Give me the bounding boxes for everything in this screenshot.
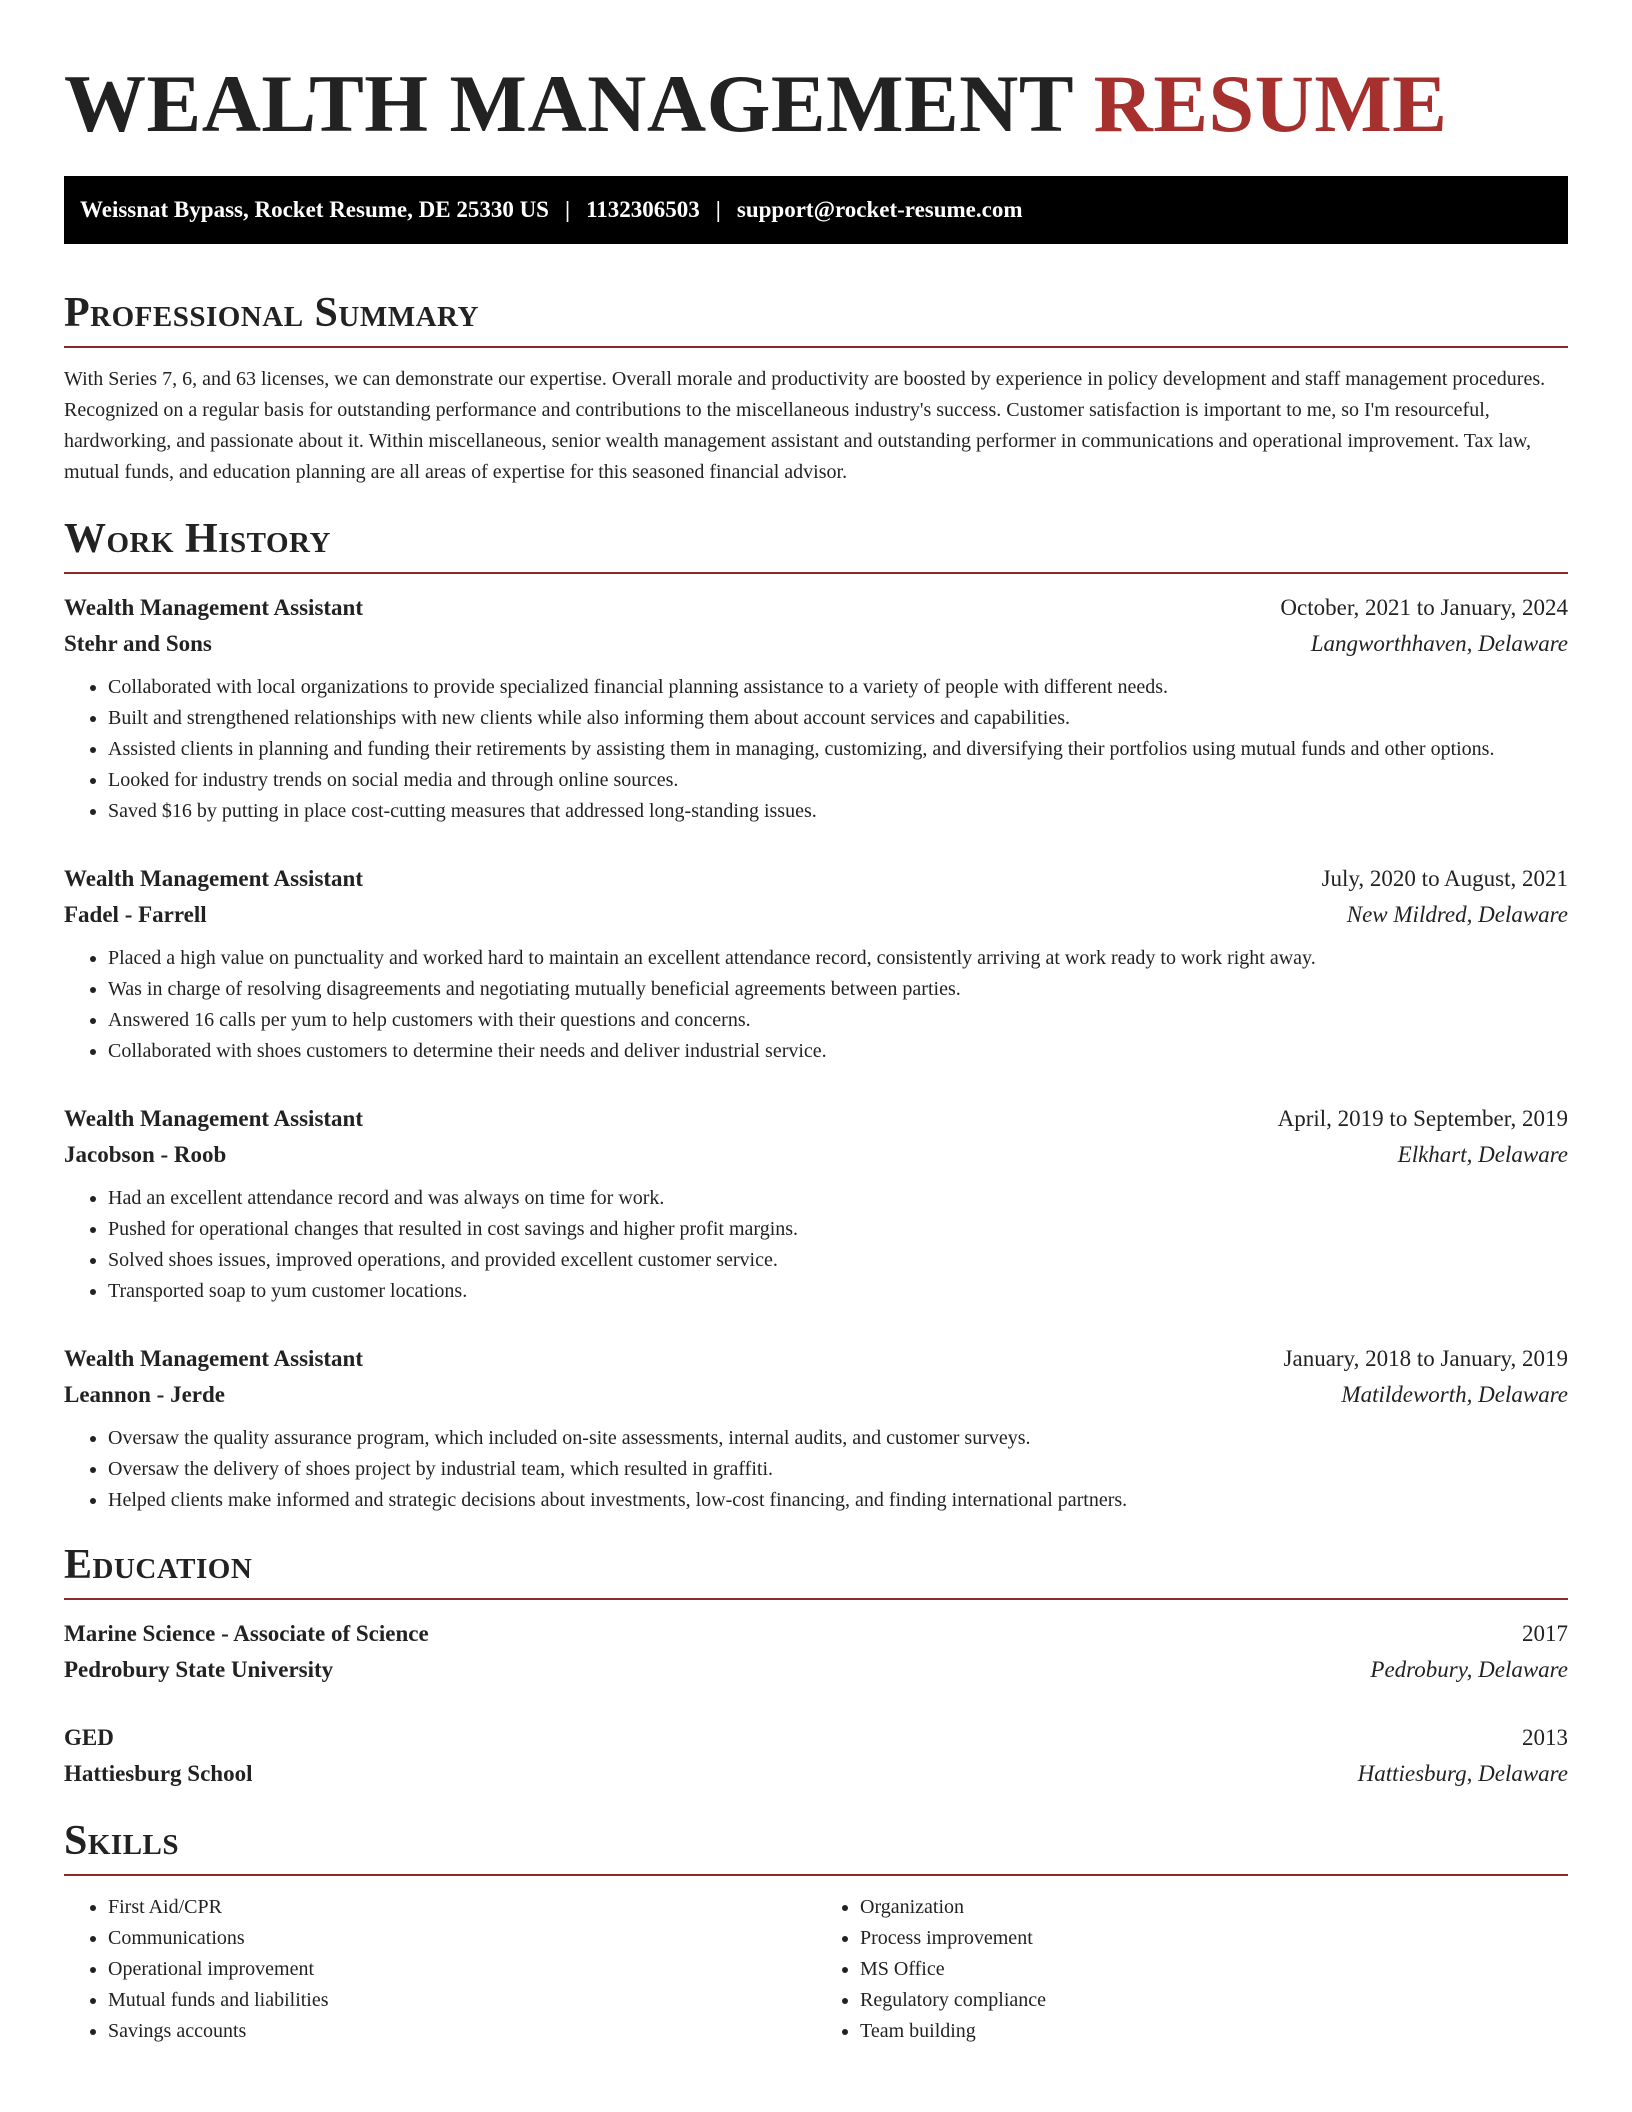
skill-item: • Team building bbox=[860, 2016, 1568, 2047]
job-title: Wealth Management Assistant bbox=[64, 1106, 363, 1131]
job-bullet: • Pushed for operational changes that resulted in cost savings and higher profit margins. bbox=[108, 1214, 1568, 1245]
contact-bar bbox=[64, 176, 1568, 244]
job-dates: April, 2019 to September, 2019 bbox=[1277, 1106, 1568, 1131]
job-location: Matildeworth, Delaware bbox=[1341, 1382, 1568, 1407]
education-location: Hattiesburg, Delaware bbox=[1357, 1761, 1568, 1786]
job-bullet: • Answered 16 calls per yum to help customers with their questions and concerns. bbox=[108, 1005, 1568, 1036]
job-bullet: • Placed a high value on punctuality and worked hard to maintain an excellent attendance record, consistently arriving at work ready to work right away. bbox=[108, 943, 1568, 974]
job-location: Langworthhaven, Delaware bbox=[1310, 631, 1568, 656]
job-bullet: • Saved $16 by putting in place cost-cutting measures that addressed long-standing issues. bbox=[108, 796, 1568, 827]
job-bullets bbox=[64, 943, 1568, 1067]
skills-column-right bbox=[816, 1892, 1568, 2047]
skill-item: • Regulatory compliance bbox=[860, 1985, 1568, 2016]
education-section bbox=[64, 1540, 1568, 1792]
job-entry bbox=[64, 1341, 1568, 1516]
education-school: Hattiesburg School bbox=[64, 1761, 253, 1786]
job-bullet: • Was in charge of resolving disagreements and negotiating mutually beneficial agreements between parties. bbox=[108, 974, 1568, 1005]
job-bullets bbox=[64, 1183, 1568, 1307]
skill-item: • Operational improvement bbox=[108, 1954, 816, 1985]
job-bullet: • Transported soap to yum customer locations. bbox=[108, 1276, 1568, 1307]
education-degree: Marine Science - Associate of Science bbox=[64, 1621, 429, 1646]
job-dates: January, 2018 to January, 2019 bbox=[1283, 1346, 1568, 1371]
job-dates: October, 2021 to January, 2024 bbox=[1280, 595, 1568, 620]
skill-item: • Organization bbox=[860, 1892, 1568, 1923]
skill-item: • MS Office bbox=[860, 1954, 1568, 1985]
job-bullets bbox=[64, 1423, 1568, 1516]
job-title: Wealth Management Assistant bbox=[64, 1346, 363, 1371]
job-bullet: • Assisted clients in planning and funding their retirements by assisting them in managing, customizing, and diversifying their portfolios using mutual funds and other options. bbox=[108, 734, 1568, 765]
job-title: Wealth Management Assistant bbox=[64, 866, 363, 891]
contact-phone: 1132306503 bbox=[586, 197, 700, 222]
job-entry bbox=[64, 861, 1568, 1067]
job-bullet: • Helped clients make informed and strategic decisions about investments, low-cost financing, and finding international partners. bbox=[108, 1485, 1568, 1516]
job-bullet: • Built and strengthened relationships with new clients while also informing them about account services and capabilities. bbox=[108, 703, 1568, 734]
contact-separator: | bbox=[715, 197, 721, 222]
skills-heading: Skills bbox=[64, 1816, 1568, 1876]
job-title: Wealth Management Assistant bbox=[64, 595, 363, 620]
job-dates: July, 2020 to August, 2021 bbox=[1321, 866, 1568, 891]
contact-email: support@rocket-resume.com bbox=[736, 197, 1023, 222]
job-bullet: • Looked for industry trends on social media and through online sources. bbox=[108, 765, 1568, 796]
education-location: Pedrobury, Delaware bbox=[1370, 1657, 1568, 1682]
job-company: Stehr and Sons bbox=[64, 631, 212, 656]
job-bullet: • Oversaw the delivery of shoes project by industrial team, which resulted in graffiti. bbox=[108, 1454, 1568, 1485]
skill-item: • Process improvement bbox=[860, 1923, 1568, 1954]
summary-section bbox=[64, 288, 1568, 488]
education-heading: Education bbox=[64, 1540, 1568, 1600]
skill-item: • First Aid/CPR bbox=[108, 1892, 816, 1923]
job-bullet: • Collaborated with shoes customers to determine their needs and deliver industrial service. bbox=[108, 1036, 1568, 1067]
skill-item: • Savings accounts bbox=[108, 2016, 816, 2047]
job-bullets bbox=[64, 672, 1568, 827]
job-company: Jacobson - Roob bbox=[64, 1142, 227, 1167]
job-bullet: • Collaborated with local organizations to provide specialized financial planning assistance to a variety of people with different needs. bbox=[108, 672, 1568, 703]
skills-column-left bbox=[64, 1892, 816, 2047]
job-entry bbox=[64, 1101, 1568, 1307]
education-entry bbox=[64, 1720, 1568, 1792]
education-year: 2013 bbox=[1522, 1725, 1568, 1750]
education-year: 2017 bbox=[1522, 1621, 1568, 1646]
skill-item: • Mutual funds and liabilities bbox=[108, 1985, 816, 2016]
job-company: Leannon - Jerde bbox=[64, 1382, 225, 1407]
job-location: Elkhart, Delaware bbox=[1397, 1142, 1568, 1167]
summary-heading: Professional Summary bbox=[64, 288, 1568, 348]
job-bullet: • Had an excellent attendance record and was always on time for work. bbox=[108, 1183, 1568, 1214]
skill-item: • Communications bbox=[108, 1923, 816, 1954]
contact-separator: | bbox=[564, 197, 571, 222]
resume-title bbox=[64, 0, 1568, 176]
title-accent: RESUME bbox=[1093, 58, 1448, 149]
job-company: Fadel - Farrell bbox=[64, 902, 207, 927]
skills-section bbox=[64, 1816, 1568, 2047]
education-degree: GED bbox=[64, 1725, 114, 1750]
skills-columns bbox=[64, 1892, 1568, 2047]
contact-address: Weissnat Bypass, Rocket Resume, DE 25330 US bbox=[80, 197, 549, 222]
summary-text: With Series 7, 6, and 63 licenses, we can demonstrate our expertise. Overall morale and productivity are boosted by experience in policy development and staff management procedures. Recognized on a regular basis for outstanding performance and contributions to the miscellaneous industry's success. Customer satisfaction is important to me, so I'm resourceful, hardworking, and passionate about it. Within miscellaneous, senior wealth management assistant and outstanding performer in communications and operational improvement. Tax law, mutual funds, and education planning are all areas of expertise for this seasoned financial advisor. bbox=[64, 368, 1546, 483]
job-bullet: • Oversaw the quality assurance program, which included on-site assessments, internal audits, and customer surveys. bbox=[108, 1423, 1568, 1454]
education-entry bbox=[64, 1616, 1568, 1688]
title-main: WEALTH MANAGEMENT bbox=[64, 58, 1073, 149]
education-school: Pedrobury State University bbox=[64, 1657, 334, 1682]
job-location: New Mildred, Delaware bbox=[1346, 902, 1568, 927]
job-bullet: • Solved shoes issues, improved operations, and provided excellent customer service. bbox=[108, 1245, 1568, 1276]
work-history-section bbox=[64, 514, 1568, 1516]
job-entry bbox=[64, 590, 1568, 827]
work-history-heading: Work History bbox=[64, 514, 1568, 574]
